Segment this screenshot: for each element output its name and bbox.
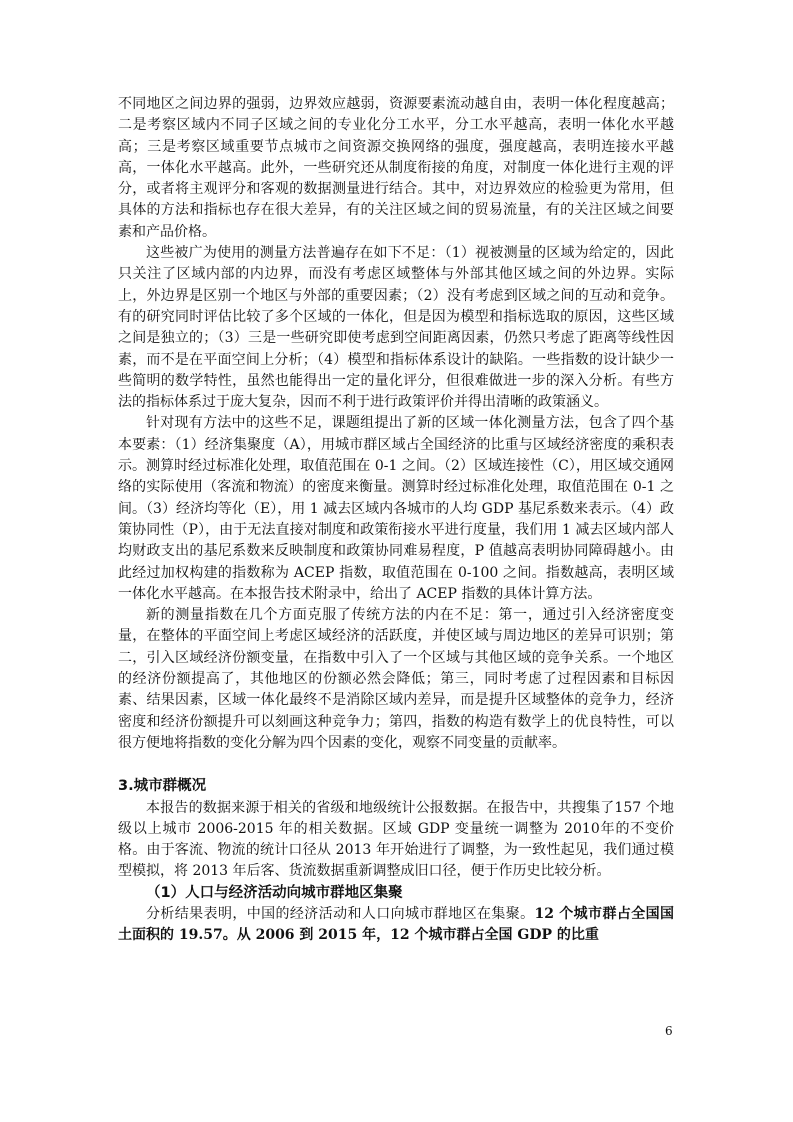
page-number: 6 <box>665 1024 673 1038</box>
section-heading: 3.城市群概况 <box>118 778 207 795</box>
paragraph-data-source: 本报告的数据来源于相关的省级和地级统计公报数据。在报告中，共搜集了157 个地级以上城市 2006-2015 年的相关数据。区域 GDP 变量统一调整为 2010年的不变价格。由于客流、物流的统计口径从 2013 年开始进行了调整，为一致性起见，我们通过模型模拟，将 2013 年后客、货流数据重新调整成旧口径，便于作历史比较分析。 <box>118 799 674 880</box>
paragraph-1: 不同地区之间边界的强弱，边界效应越弱，资源要素流动越自由，表明一体化程度越高；二是考察区域内不同子区域之间的专业化分工水平，分工水平越高，表明一体化水平越高；三是考察区域重要节点城市之间资源交换网络的强度，强度越高，表明连接水平越高，一体化水平越高。此外，一些研究还从制度衔接的角度，对制度一体化进行主观的评分，或者将主观评分和客观的数据测量进行结合。其中，对边界效应的检验更为常用，但具体的方法和指标也存在很大差异，有的关注区域之间的贸易流量，有的关注区域之间要素和产品价格。 <box>118 96 674 240</box>
paragraph-2: 这些被广为使用的测量方法普遍存在如下不足：（1）视被测量的区域为给定的，因此只关注了区域内部的内边界，而没有考虑区域整体与外部其他区域之间的外边界。实际上，外边界是区别一个地区与外部的重要因素；（2）没有考虑到区域之间的互动和竞争。有的研究同时评估比较了多个区域的一体化，但是因为模型和指标选取的原因，这些区域之间是独立的；（3）三是一些研究即使考虑到空间距离因素，仍然只考虑了距离等线性因素，而不是在平面空间上分析；（4）模型和指标体系设计的缺陷。一些指数的设计缺少一些简明的数学特性，虽然也能得出一定的量化评分，但很难做进一步的深入分析。有些方法的指标体系过于庞大复杂，因而不利于进行政策评价并得出清晰的政策涵义。 <box>118 245 674 411</box>
paragraph-3: 针对现有方法中的这些不足，课题组提出了新的区域一体化测量方法，包含了四个基本要素：（1）经济集聚度（A），用城市群区域占全国经济的比重与区域经济密度的乘积表示。测算时经过标准化处理，取值范围在 0-1 之间。（2）区域连接性（C），用区域交通网络的实际使用（客流和物流）的密度来衡量。测算时经过标准化处理，取值范围在 0-1 之间。（3）经济均等化（E），用 1 减去区域内各城市的人均 GDP 基尼系数来表示。（4）政策协同性（P），由于无法直接对制度和政策衔接水平进行度量，我们用 1 减去区域内部人均财政支出的基尼系数来反映制度和政策协同难易程度，P 值越高表明协同障碍越小。由此经过加权构建的指数称为 ACEP 指数，取值范围在 0-100 之间。指数越高，表明区域一体化水平越高。在本报告技术附录中，给出了 ACEP 指数的具体计算方法。 <box>118 415 674 602</box>
paragraph-analysis <box>118 904 674 947</box>
paragraph-4: 新的测量指数在几个方面克服了传统方法的内在不足：第一，通过引入经济密度变量，在整体的平面空间上考虑区域经济的活跃度，并使区域与周边地区的差异可识别；第二，引入区域经济份额变量，在指数中引入了一个区域与其他区域的竞争关系。一个地区的经济份额提高了，其他地区的份额必然会降低；第三，同时考虑了过程因素和目标因素、结果因素，区域一体化最终不是消除区域内差异，而是提升区域整体的竞争力，经济密度和经济份额提升可以刻画这种竞争力；第四，指数的构造有数学上的优良特性，可以很方便地将指数的变化分解为四个因素的变化，观察不同变量的贡献率。 <box>118 607 674 751</box>
analysis-bold-text: 12 个城市群占全国国土面积的 19.57。从 2006 到 2015 年，12 个城市群占全国 GDP 的比重 <box>118 905 675 944</box>
analysis-text: 分析结果表明，中国的经济活动和人口向城市群地区在集聚。 <box>146 905 535 922</box>
sub-heading: （1）人口与经济活动向城市群地区集聚 <box>146 884 403 901</box>
document-page <box>118 94 674 947</box>
